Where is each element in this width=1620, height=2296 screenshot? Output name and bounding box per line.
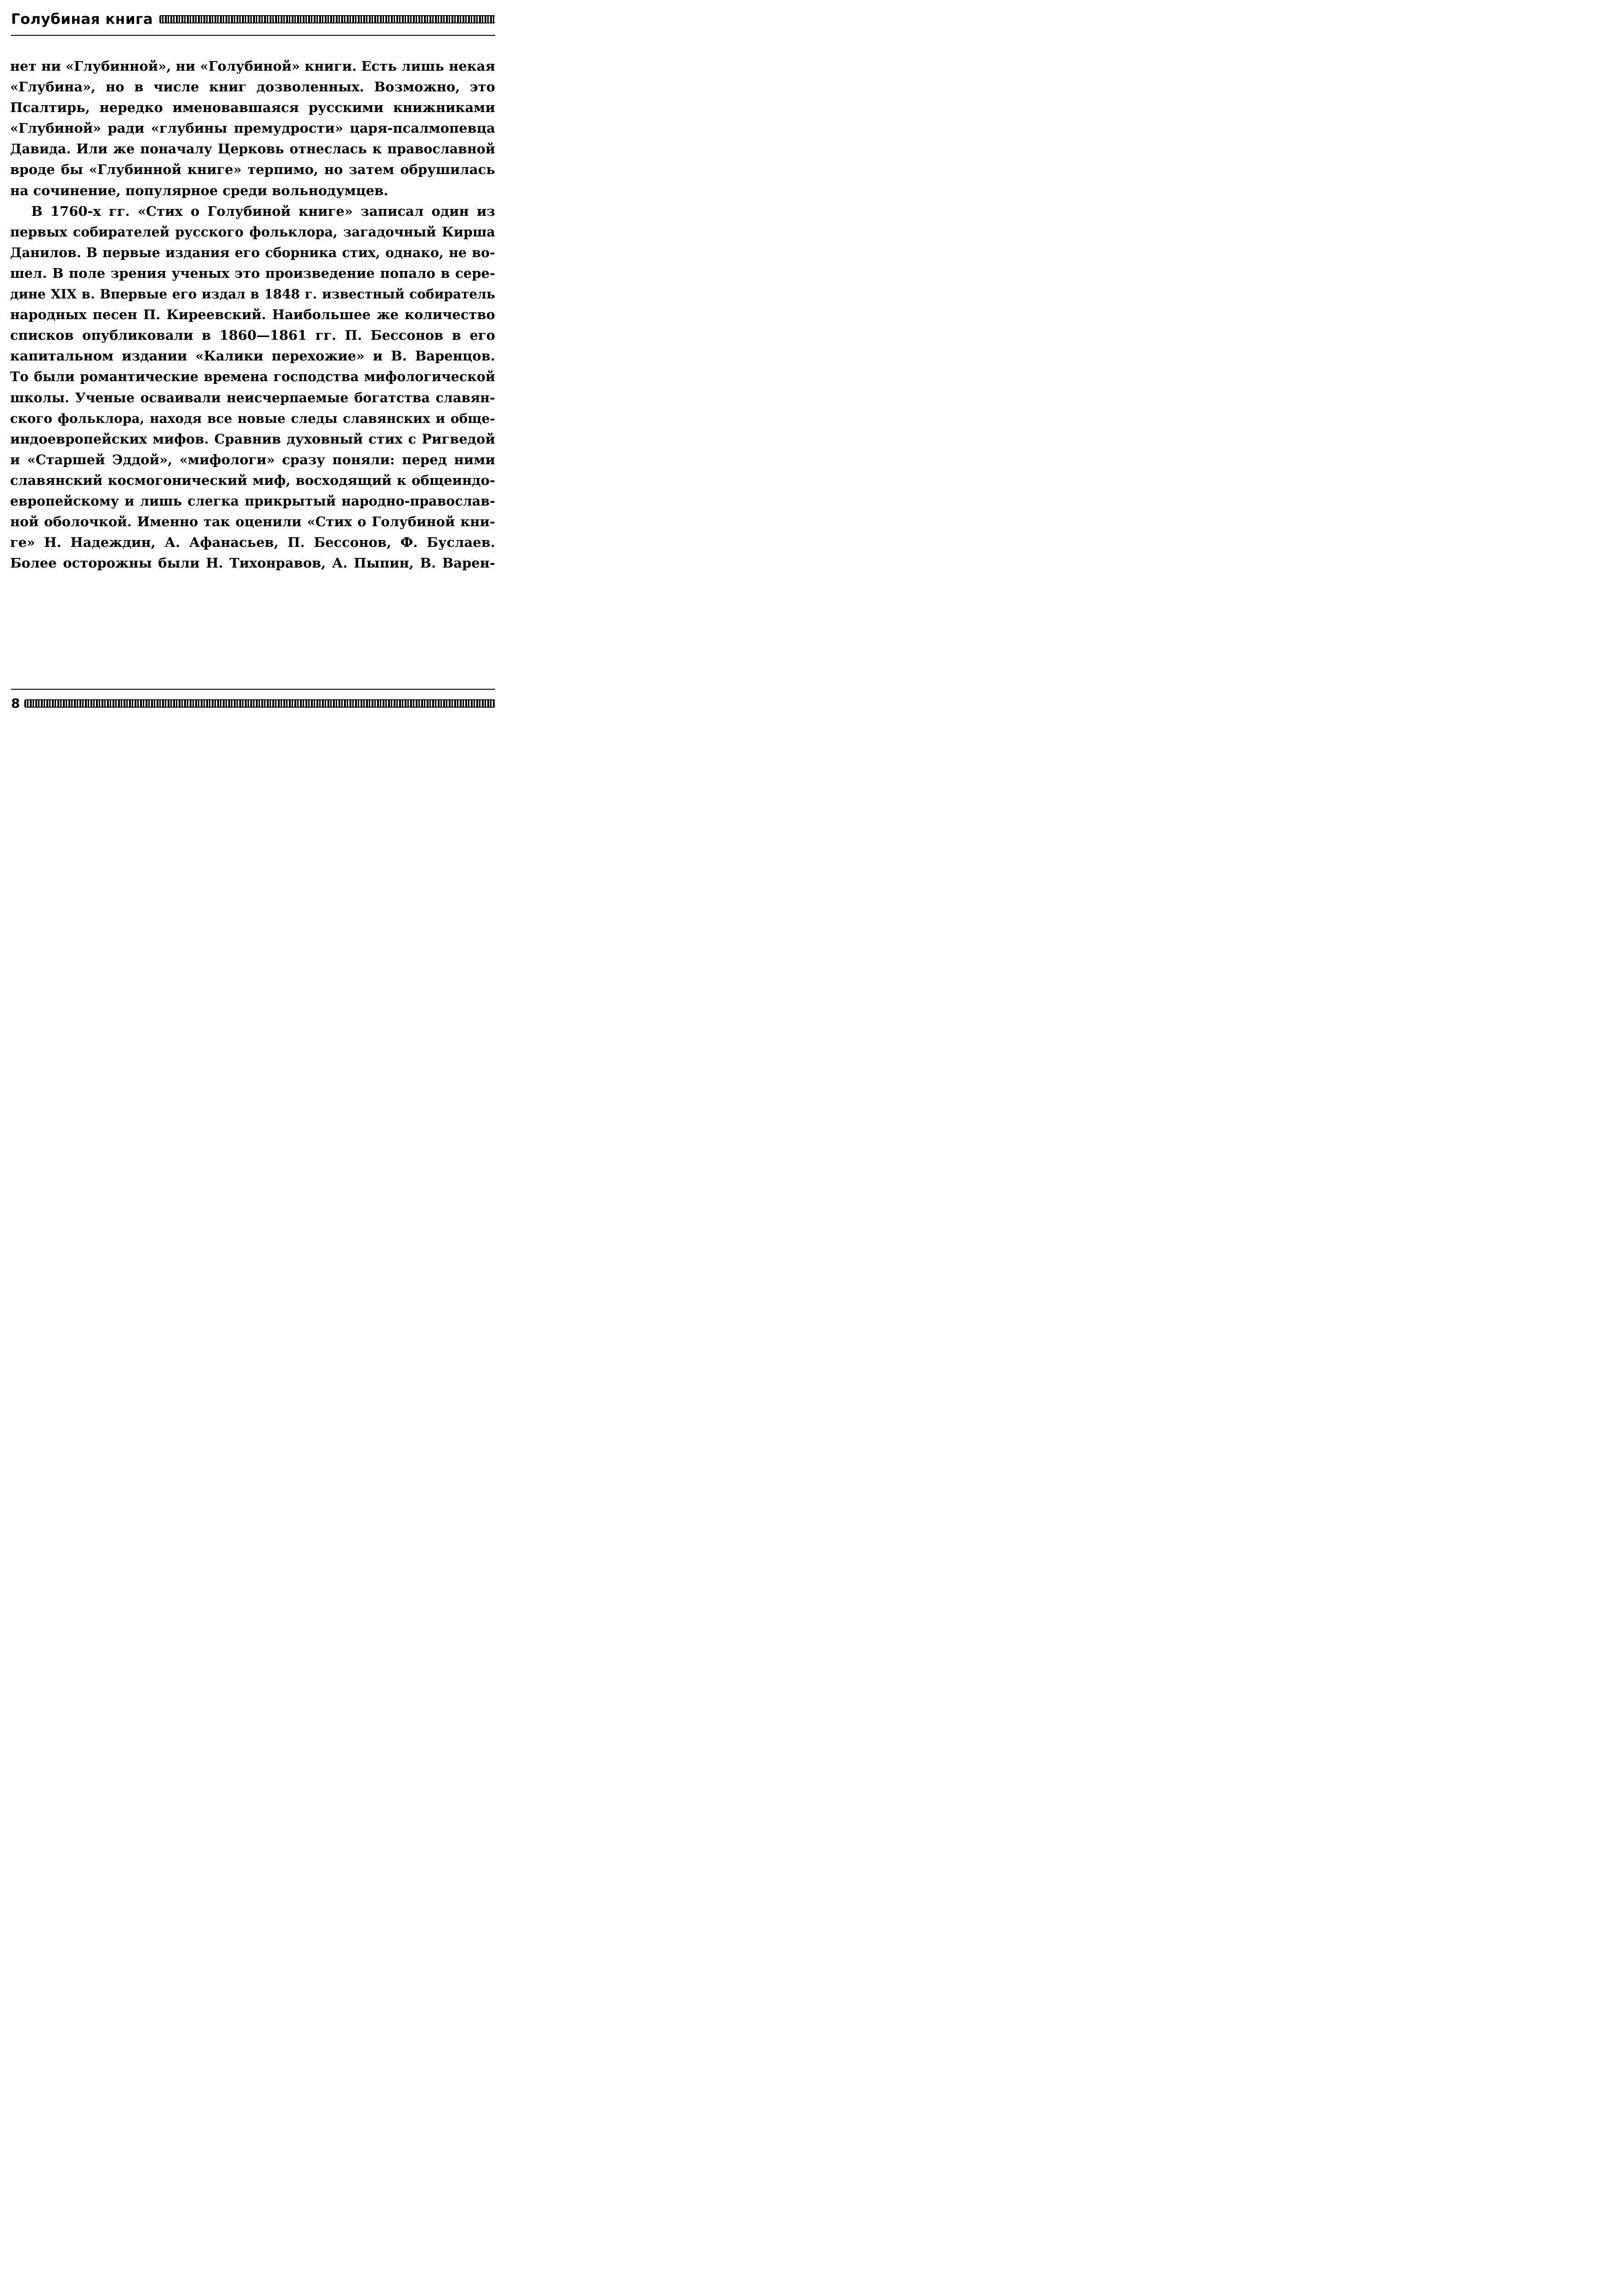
- text-line: Псалтирь, нередко именовавшаяся русскими книжниками: [10, 100, 495, 116]
- ornamental-band-icon: [24, 699, 495, 708]
- text-line: школы. Ученые осваивали неисчерпаемые богатства славян-: [10, 389, 495, 405]
- running-foot: [11, 694, 495, 713]
- text-line: шел. В поле зрения ученых это произведение попало в сере-: [10, 265, 495, 281]
- book-page: [0, 0, 506, 720]
- text-line: ной оболочкой. Именно так оценили «Стих о Голубиной кни-: [10, 514, 495, 530]
- body-text: [10, 56, 495, 574]
- text-line: индоевропейских мифов. Сравнив духовный стих с Ригведой: [10, 431, 495, 447]
- header-divider: [11, 35, 495, 36]
- text-line: вроде бы «Глубинной книге» терпимо, но затем обрушилась: [10, 162, 495, 178]
- text-line: дине XIX в. Впервые его издал в 1848 г. известный собиратель: [10, 287, 495, 302]
- text-line: ге» Н. Надеждин, А. Афанасьев, П. Бессонов, Ф. Буслаев.: [10, 535, 495, 551]
- text-line: Давида. Или же поначалу Церковь отнеслась к православной: [10, 141, 495, 157]
- paragraph-start-line: В 1760-х гг. «Стих о Голубиной книге» записал один из: [31, 203, 495, 219]
- text-line: Данилов. В первые издания его сборника стих, однако, не во-: [10, 244, 495, 260]
- text-line: То были романтические времена господства мифологической: [10, 369, 495, 385]
- text-line: и «Старшей Эддой», «мифологи» сразу поняли: перед ними: [10, 451, 495, 467]
- text-line: Более осторожны были Н. Тихонравов, А. Пыпин, В. Варен-: [10, 555, 495, 571]
- text-line: первых собирателей русского фольклора, загадочный Кирша: [10, 224, 495, 240]
- running-title: Голубиная книга: [11, 11, 153, 28]
- page-number: 8: [11, 696, 20, 711]
- text-line: ского фольклора, находя все новые следы славянских и обще-: [10, 411, 495, 426]
- ornamental-band-icon: [159, 15, 495, 23]
- text-line: «Глубиной» ради «глубины премудрости» царя-псалмопевца: [10, 120, 495, 136]
- text-line: славянский космогонический миф, восходящий к общеиндо-: [10, 472, 495, 488]
- text-line: на сочинение, популярное среди вольнодумцев.: [10, 182, 389, 198]
- text-line: капитальном издании «Калики перехожие» и В. Варенцов.: [10, 348, 495, 364]
- text-line: европейскому и лишь слегка прикрытый народно-православ-: [10, 493, 495, 509]
- text-line: нет ни «Глубинной», ни «Голубиной» книги. Есть лишь некая: [10, 58, 495, 74]
- footer-divider: [11, 689, 495, 690]
- text-line: «Глубина», но в числе книг дозволенных. Возможно, это: [10, 79, 495, 95]
- text-line: народных песен П. Киреевский. Наибольшее же количество: [10, 307, 495, 323]
- running-head: [11, 8, 495, 30]
- text-line: списков опубликовали в 1860—1861 гг. П. Бессонов в его: [10, 327, 495, 343]
